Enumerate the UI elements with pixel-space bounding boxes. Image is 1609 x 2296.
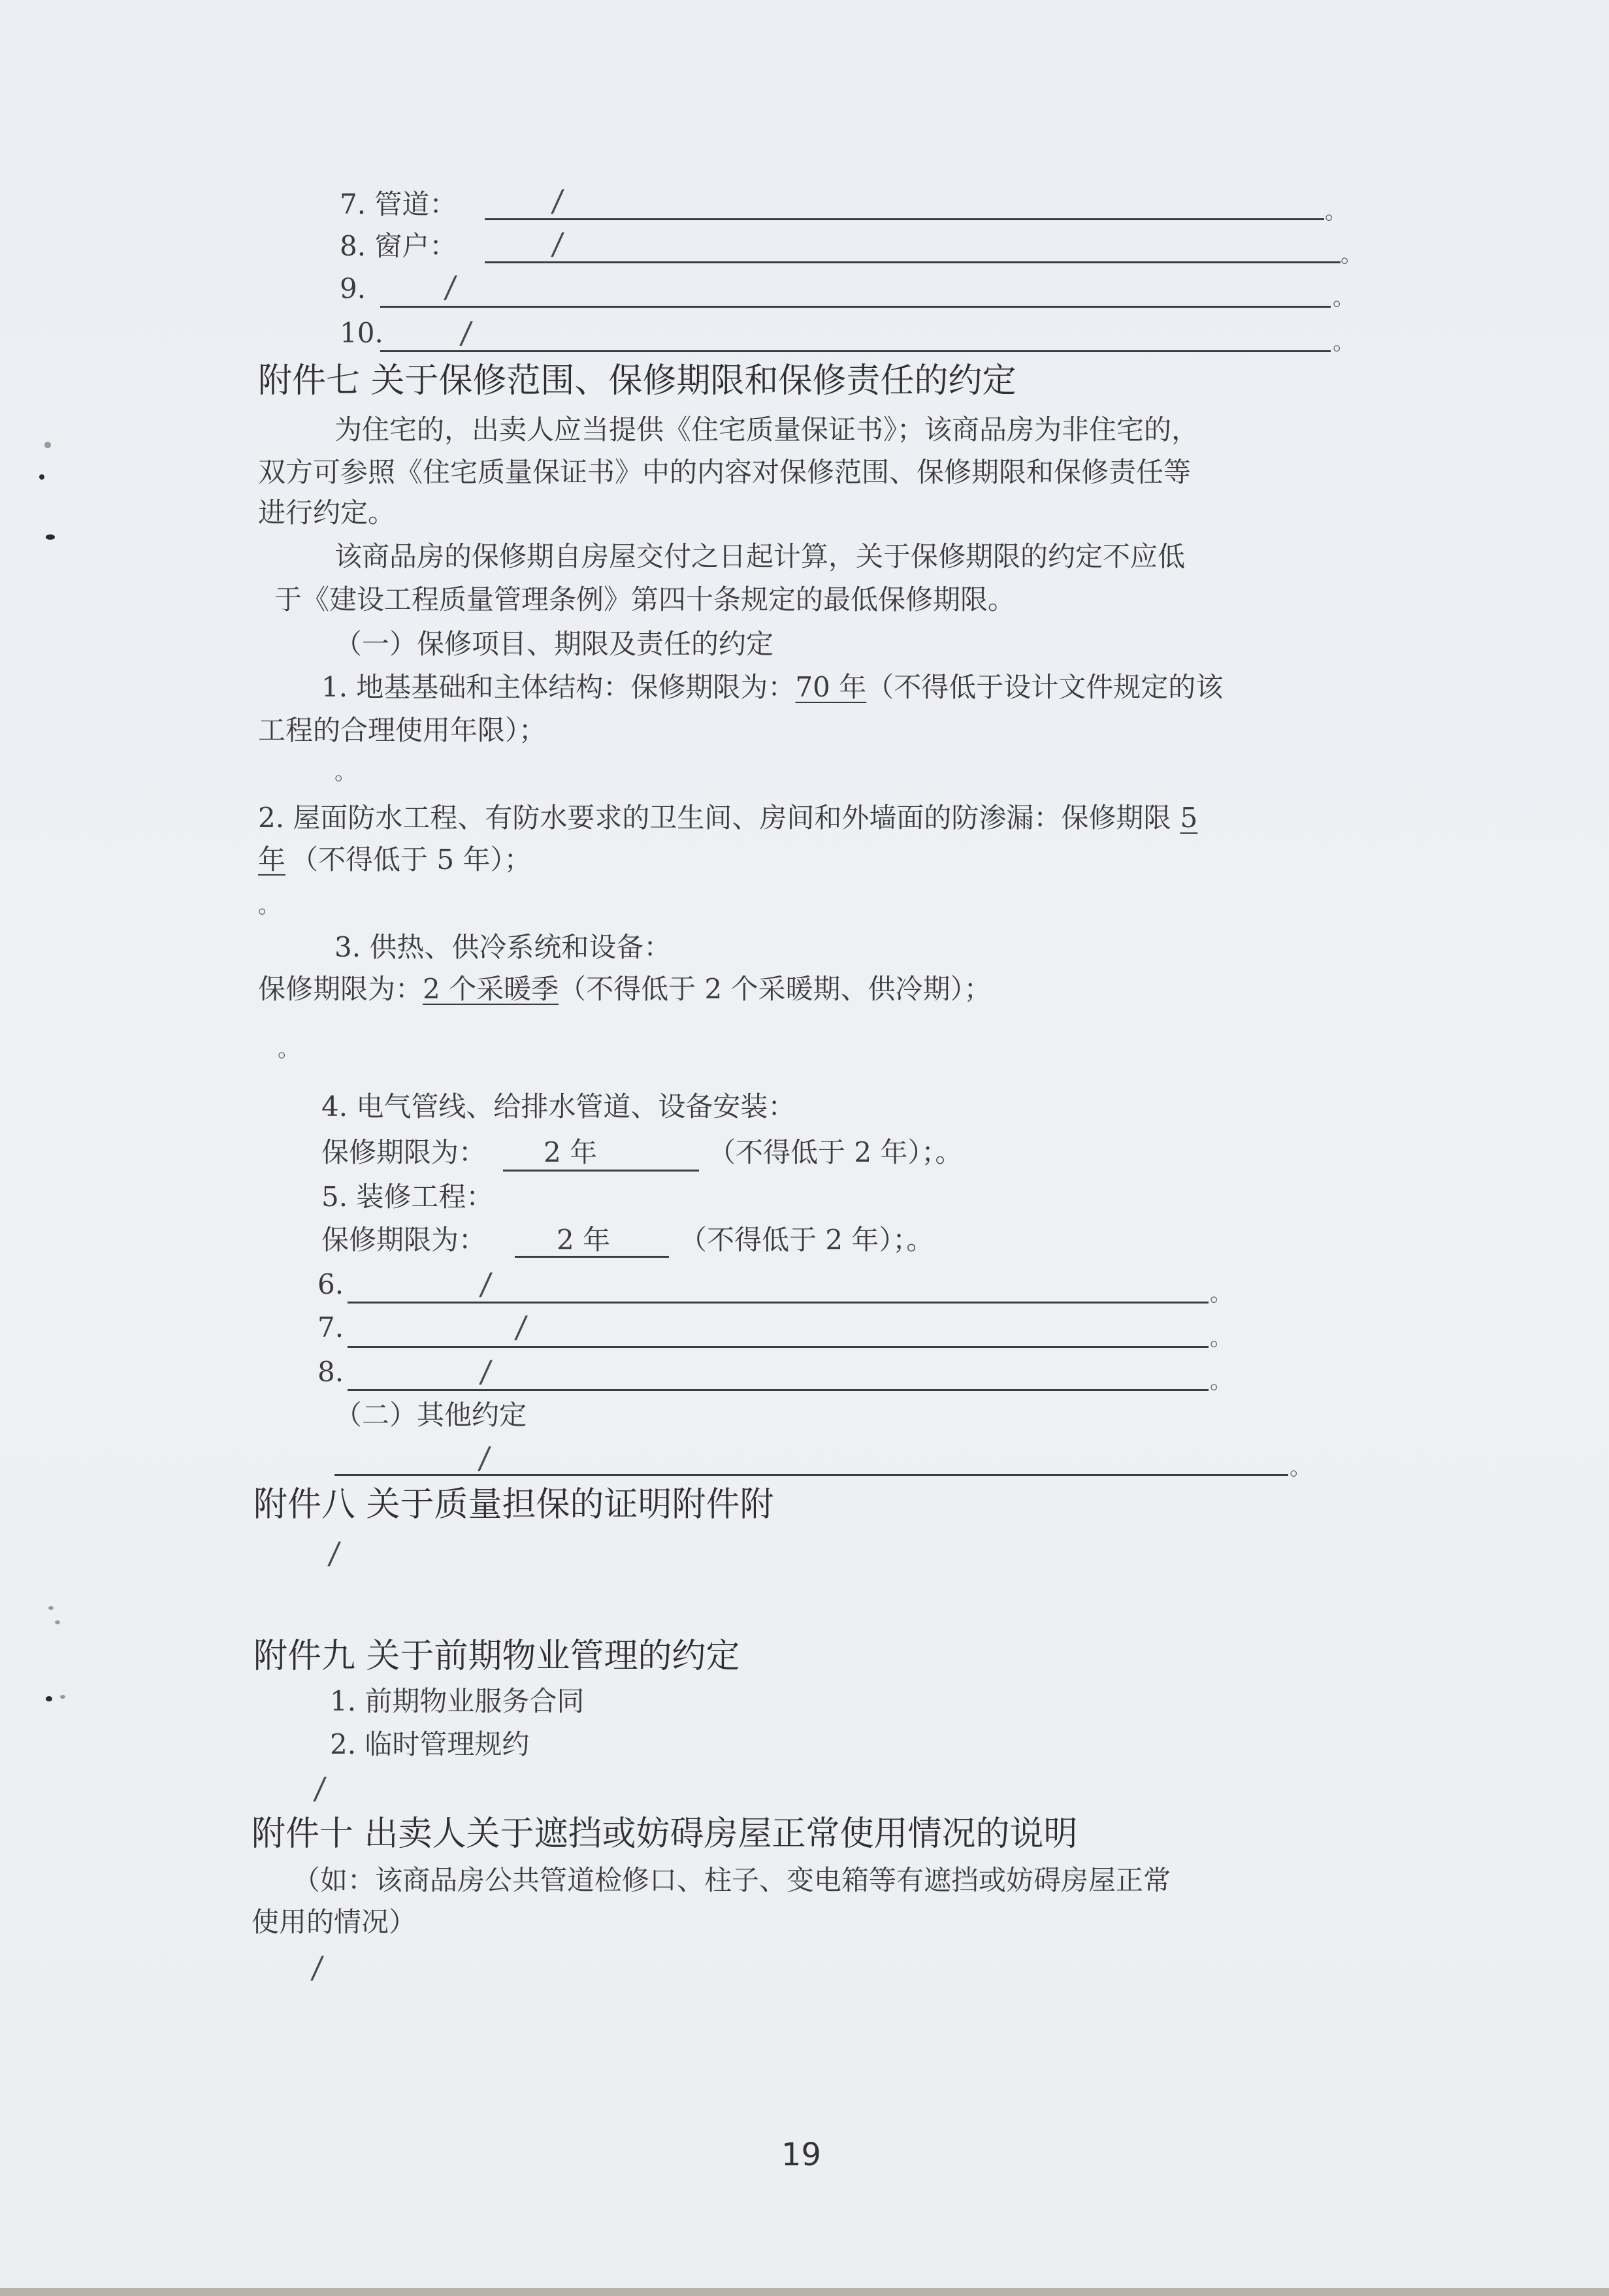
warranty-item-3-label: 保修期限为： — [258, 973, 423, 1005]
blank-mark: / — [443, 269, 459, 304]
blank-mark: / — [310, 1950, 325, 1985]
paragraph-line: 使用的情况） — [252, 1906, 417, 1938]
binder-hole-mark — [39, 474, 44, 480]
paragraph-line: 4. 电气管线、给排水管道、设备安装： — [321, 1091, 796, 1123]
fill-in-blank — [503, 1170, 699, 1172]
section-heading: （一）保修项目、期限及责任的约定 — [334, 628, 774, 660]
warranty-period-value: 2 年 — [557, 1224, 611, 1256]
warranty-item-3-note: （不得低于 2 个采暖期、供冷期）； — [559, 973, 992, 1005]
blank-mark: / — [327, 1535, 342, 1571]
paragraph-line: 该商品房的保修期自房屋交付之日起计算，关于保修期限的约定不应低 — [334, 540, 1186, 572]
annex-heading: 附件十 出卖人关于遮挡或妨碍房屋正常使用情况的说明 — [252, 1814, 1078, 1854]
list-item-label: 8. 窗户： — [340, 230, 457, 262]
paragraph-line: 于《建设工程质量管理条例》第四十条规定的最低保修期限。 — [274, 583, 1016, 615]
warranty-item-5-label: 保修期限为： — [321, 1224, 487, 1256]
binder-hole-mark — [44, 442, 51, 448]
list-item: 1. 前期物业服务合同 — [330, 1685, 585, 1717]
paragraph-line: 双方可参照《住宅质量保证书》中的内容对保修范围、保修期限和保修责任等 — [258, 456, 1192, 488]
period-mark: 。 — [1341, 242, 1363, 268]
paragraph-line: 5. 装修工程： — [321, 1181, 494, 1213]
blank-mark: / — [550, 183, 566, 218]
fill-in-blank — [485, 261, 1341, 263]
list-item: 2. 临时管理规约 — [330, 1728, 530, 1760]
warranty-period-value: 2 年 — [544, 1136, 598, 1168]
period-mark: 。 — [1210, 1325, 1232, 1351]
warranty-item-4 — [321, 1133, 486, 1172]
warranty-item-5 — [321, 1221, 486, 1260]
paragraph-line: 进行约定。 — [258, 497, 396, 529]
warranty-item-1-label: 1. 地基基础和主体结构：保修期限为： — [321, 671, 796, 703]
warranty-item-5-note: （不得低于 2 年）；。 — [679, 1224, 934, 1256]
section-heading: （二）其他约定 — [334, 1399, 527, 1431]
scan-bottom-edge — [0, 2288, 1609, 2296]
warranty-item-4-note: （不得低于 2 年）；。 — [708, 1136, 963, 1168]
blank-mark: / — [478, 1354, 494, 1389]
paragraph-line: 为住宅的，出卖人应当提供《住宅质量保证书》；该商品房为非住宅的， — [334, 414, 1199, 446]
period-mark: 。 — [278, 1036, 300, 1062]
warranty-item-2-cont — [258, 840, 531, 879]
period-mark: 。 — [334, 759, 357, 785]
warranty-period-value: 70 年 — [795, 671, 867, 703]
blank-mark: / — [312, 1771, 328, 1806]
fill-in-blank — [348, 1302, 1209, 1304]
warranty-item-2-label: 2. 屋面防水工程、有防水要求的卫生间、房间和外墙面的防渗漏：保修期限 — [258, 802, 1171, 834]
period-mark: 。 — [1333, 329, 1355, 355]
warranty-item-4-label: 保修期限为： — [321, 1136, 487, 1168]
list-item-label: 6. — [317, 1268, 344, 1300]
paragraph-line: 工程的合理使用年限）； — [258, 714, 547, 746]
list-item-label: 10. — [340, 317, 383, 349]
blank-mark: / — [513, 1309, 529, 1345]
binder-hole-mark — [46, 534, 55, 540]
fill-in-blank — [380, 306, 1331, 308]
list-item-label: 7. — [317, 1311, 344, 1343]
fill-in-blank — [348, 1389, 1209, 1391]
fill-in-blank — [515, 1256, 669, 1258]
warranty-item-3 — [258, 970, 992, 1009]
page-number: 19 — [781, 2137, 822, 2173]
binder-hole-mark — [46, 1696, 52, 1701]
list-item-label: 8. — [317, 1356, 344, 1388]
fill-in-blank — [348, 1346, 1209, 1348]
period-mark: 。 — [1325, 199, 1347, 225]
period-mark: 。 — [1210, 1368, 1232, 1394]
warranty-period-value: 2 个采暖季 — [423, 973, 559, 1005]
blank-mark: / — [478, 1266, 494, 1302]
blank-mark: / — [459, 315, 474, 350]
annex-heading: 附件九 关于前期物业管理的约定 — [253, 1637, 740, 1676]
period-mark: 。 — [1290, 1454, 1312, 1481]
annex-heading: 附件七 关于保修范围、保修期限和保修责任的约定 — [258, 361, 1016, 401]
blank-mark: / — [477, 1440, 493, 1475]
warranty-item-1-note: （不得低于设计文件规定的该 — [866, 671, 1224, 703]
warranty-item-2 — [258, 798, 1197, 838]
list-item-label: 9. — [340, 272, 366, 304]
blank-mark: / — [550, 226, 566, 261]
list-item-label: 7. 管道： — [340, 188, 457, 220]
period-mark: 。 — [258, 893, 280, 919]
binder-hole-mark — [60, 1695, 65, 1699]
binder-hole-mark — [48, 1606, 54, 1610]
warranty-item-2-note: （不得低于 5 年）； — [291, 844, 532, 876]
period-mark: 。 — [1210, 1281, 1232, 1307]
period-mark: 。 — [1333, 285, 1355, 311]
paragraph-line: （如：该商品房公共管道检修口、柱子、变电箱等有遮挡或妨碍房屋正常 — [293, 1864, 1171, 1896]
fill-in-blank — [485, 218, 1324, 220]
warranty-period-unit: 年 — [258, 844, 286, 876]
paragraph-line: 3. 供热、供冷系统和设备： — [334, 931, 672, 963]
fill-in-blank — [380, 350, 1331, 352]
annex-heading: 附件八 关于质量担保的证明附件附 — [253, 1485, 774, 1524]
binder-hole-mark — [55, 1620, 60, 1624]
warranty-period-value: 5 — [1180, 802, 1198, 834]
warranty-item-1 — [321, 668, 1223, 707]
